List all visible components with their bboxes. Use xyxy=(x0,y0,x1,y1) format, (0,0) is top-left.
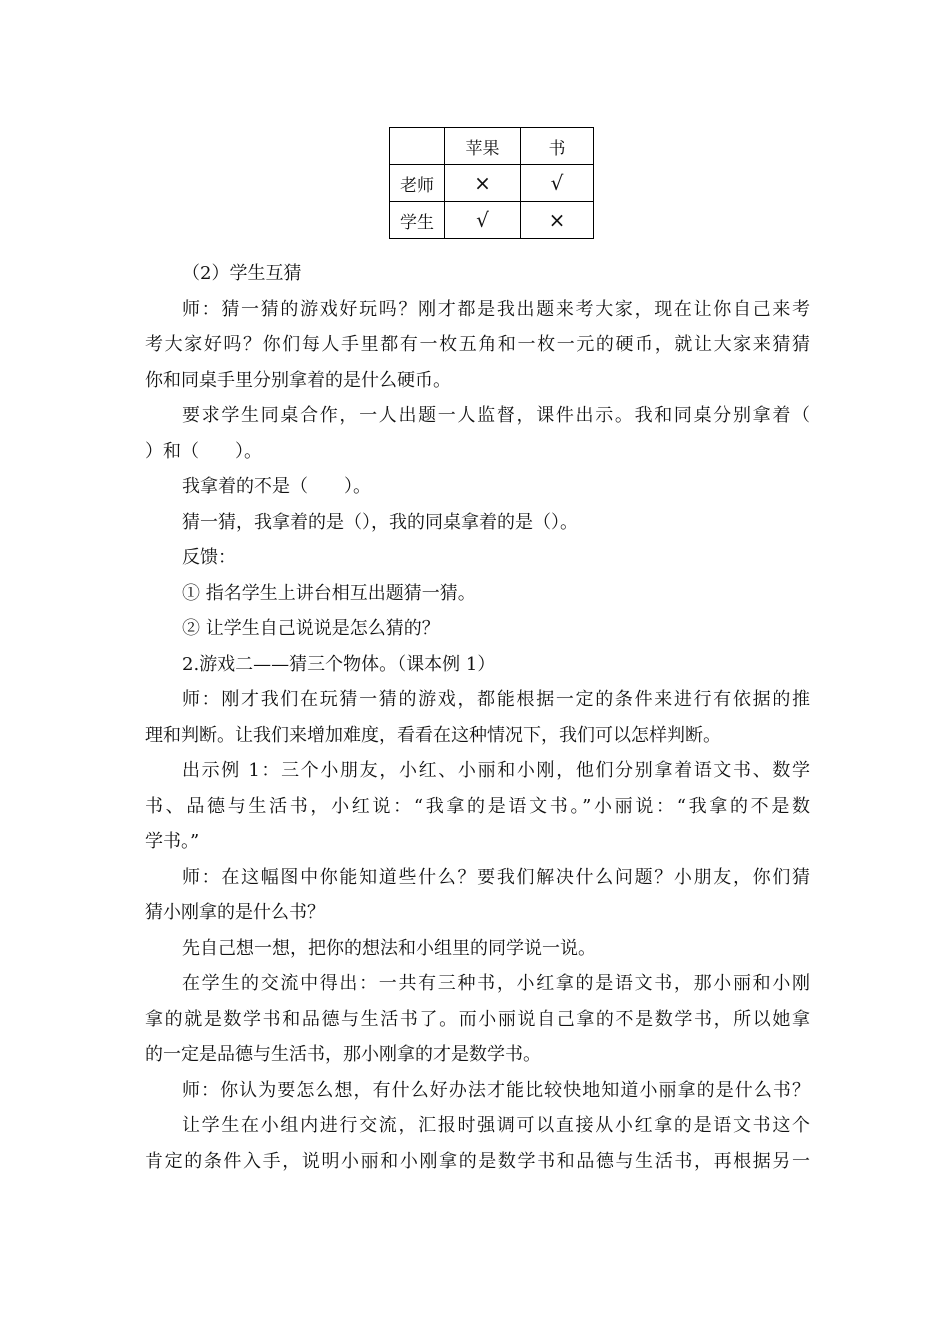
table-header-corner xyxy=(390,128,445,165)
paragraph-line: ）和（ ）。 xyxy=(145,440,262,462)
guess-table xyxy=(389,127,594,239)
table-header-apple: 苹果 xyxy=(445,128,521,165)
paragraph-line: 的一定是品德与生活书，那小刚拿的才是数学书。 xyxy=(145,1044,541,1065)
paragraph-line: 师：在这幅图中你能知道些什么？要我们解决什么问题？小朋友，你们猜 xyxy=(182,866,810,888)
paragraph-line: 学书。” xyxy=(145,831,200,852)
row-label-teacher: 老师 xyxy=(390,165,445,202)
paragraph-line: 肯定的条件入手，说明小丽和小刚拿的是数学书和品德与生活书，再根据另一 xyxy=(145,1150,810,1172)
paragraph-line: 在学生的交流中得出：一共有三种书，小红拿的是语文书，那小丽和小刚 xyxy=(182,973,810,994)
paragraph-line: 猜小刚拿的是什么书？ xyxy=(145,902,325,923)
paragraph-line: 我拿着的不是（ ）。 xyxy=(182,476,371,497)
paragraph-line: 出示例 1：三个小朋友，小红、小丽和小刚，他们分别拿着语文书、数学 xyxy=(182,760,810,781)
section-heading: （2）学生互猜 xyxy=(182,263,302,284)
paragraph-line: 理和判断。让我们来增加难度，看看在这种情况下，我们可以怎样判断。 xyxy=(145,724,721,746)
table-row xyxy=(390,165,594,202)
list-item: ① 指名学生上讲台相互出题猜一猜。 xyxy=(182,582,476,604)
row-label-student: 学生 xyxy=(390,202,445,239)
paragraph-line: 拿的就是数学书和品德与生活书了。而小丽说自己拿的不是数学书，所以她拿 xyxy=(145,1008,810,1030)
paragraph-line: 你和同桌手里分别拿着的是什么硬币。 xyxy=(145,369,451,391)
list-item: ② 让学生自己说说是怎么猜的？ xyxy=(182,618,440,639)
cross-mark: × xyxy=(521,202,594,239)
cross-mark: × xyxy=(445,165,521,202)
section-heading: 2.游戏二——猜三个物体。（课本例 1） xyxy=(182,653,496,675)
table-header-book: 书 xyxy=(521,128,594,165)
paragraph-line: 考大家好吗？你们每人手里都有一枚五角和一枚一元的硬币，就让大家来猜猜 xyxy=(145,334,810,355)
paragraph-line: 书、品德与生活书，小红说：“我拿的是语文书。”小丽说：“我拿的不是数 xyxy=(145,795,810,817)
check-mark: √ xyxy=(445,202,521,239)
paragraph-line: 师：你认为要怎么想，有什么好办法才能比较快地知道小丽拿的是什么书？ xyxy=(182,1079,810,1101)
paragraph-line: 猜一猜，我拿着的是（），我的同桌拿着的是（）。 xyxy=(182,511,578,533)
table-header-row xyxy=(390,128,594,165)
paragraph-line: 师：刚才我们在玩猜一猜的游戏，都能根据一定的条件来进行有依据的推 xyxy=(182,689,810,710)
paragraph-line: 让学生在小组内进行交流，汇报时强调可以直接从小红拿的是语文书这个 xyxy=(182,1115,810,1136)
paragraph-line: 反馈： xyxy=(182,547,236,568)
paragraph-line: 先自己想一想，把你的想法和小组里的同学说一说。 xyxy=(182,937,596,959)
paragraph-line: 师：猜一猜的游戏好玩吗？刚才都是我出题来考大家，现在让你自己来考 xyxy=(182,298,810,320)
paragraph-line: 要求学生同桌合作，一人出题一人监督，课件出示。我和同桌分别拿着（ xyxy=(182,405,810,426)
body-text xyxy=(145,256,810,1179)
table-row xyxy=(390,202,594,239)
check-mark: √ xyxy=(521,165,594,202)
